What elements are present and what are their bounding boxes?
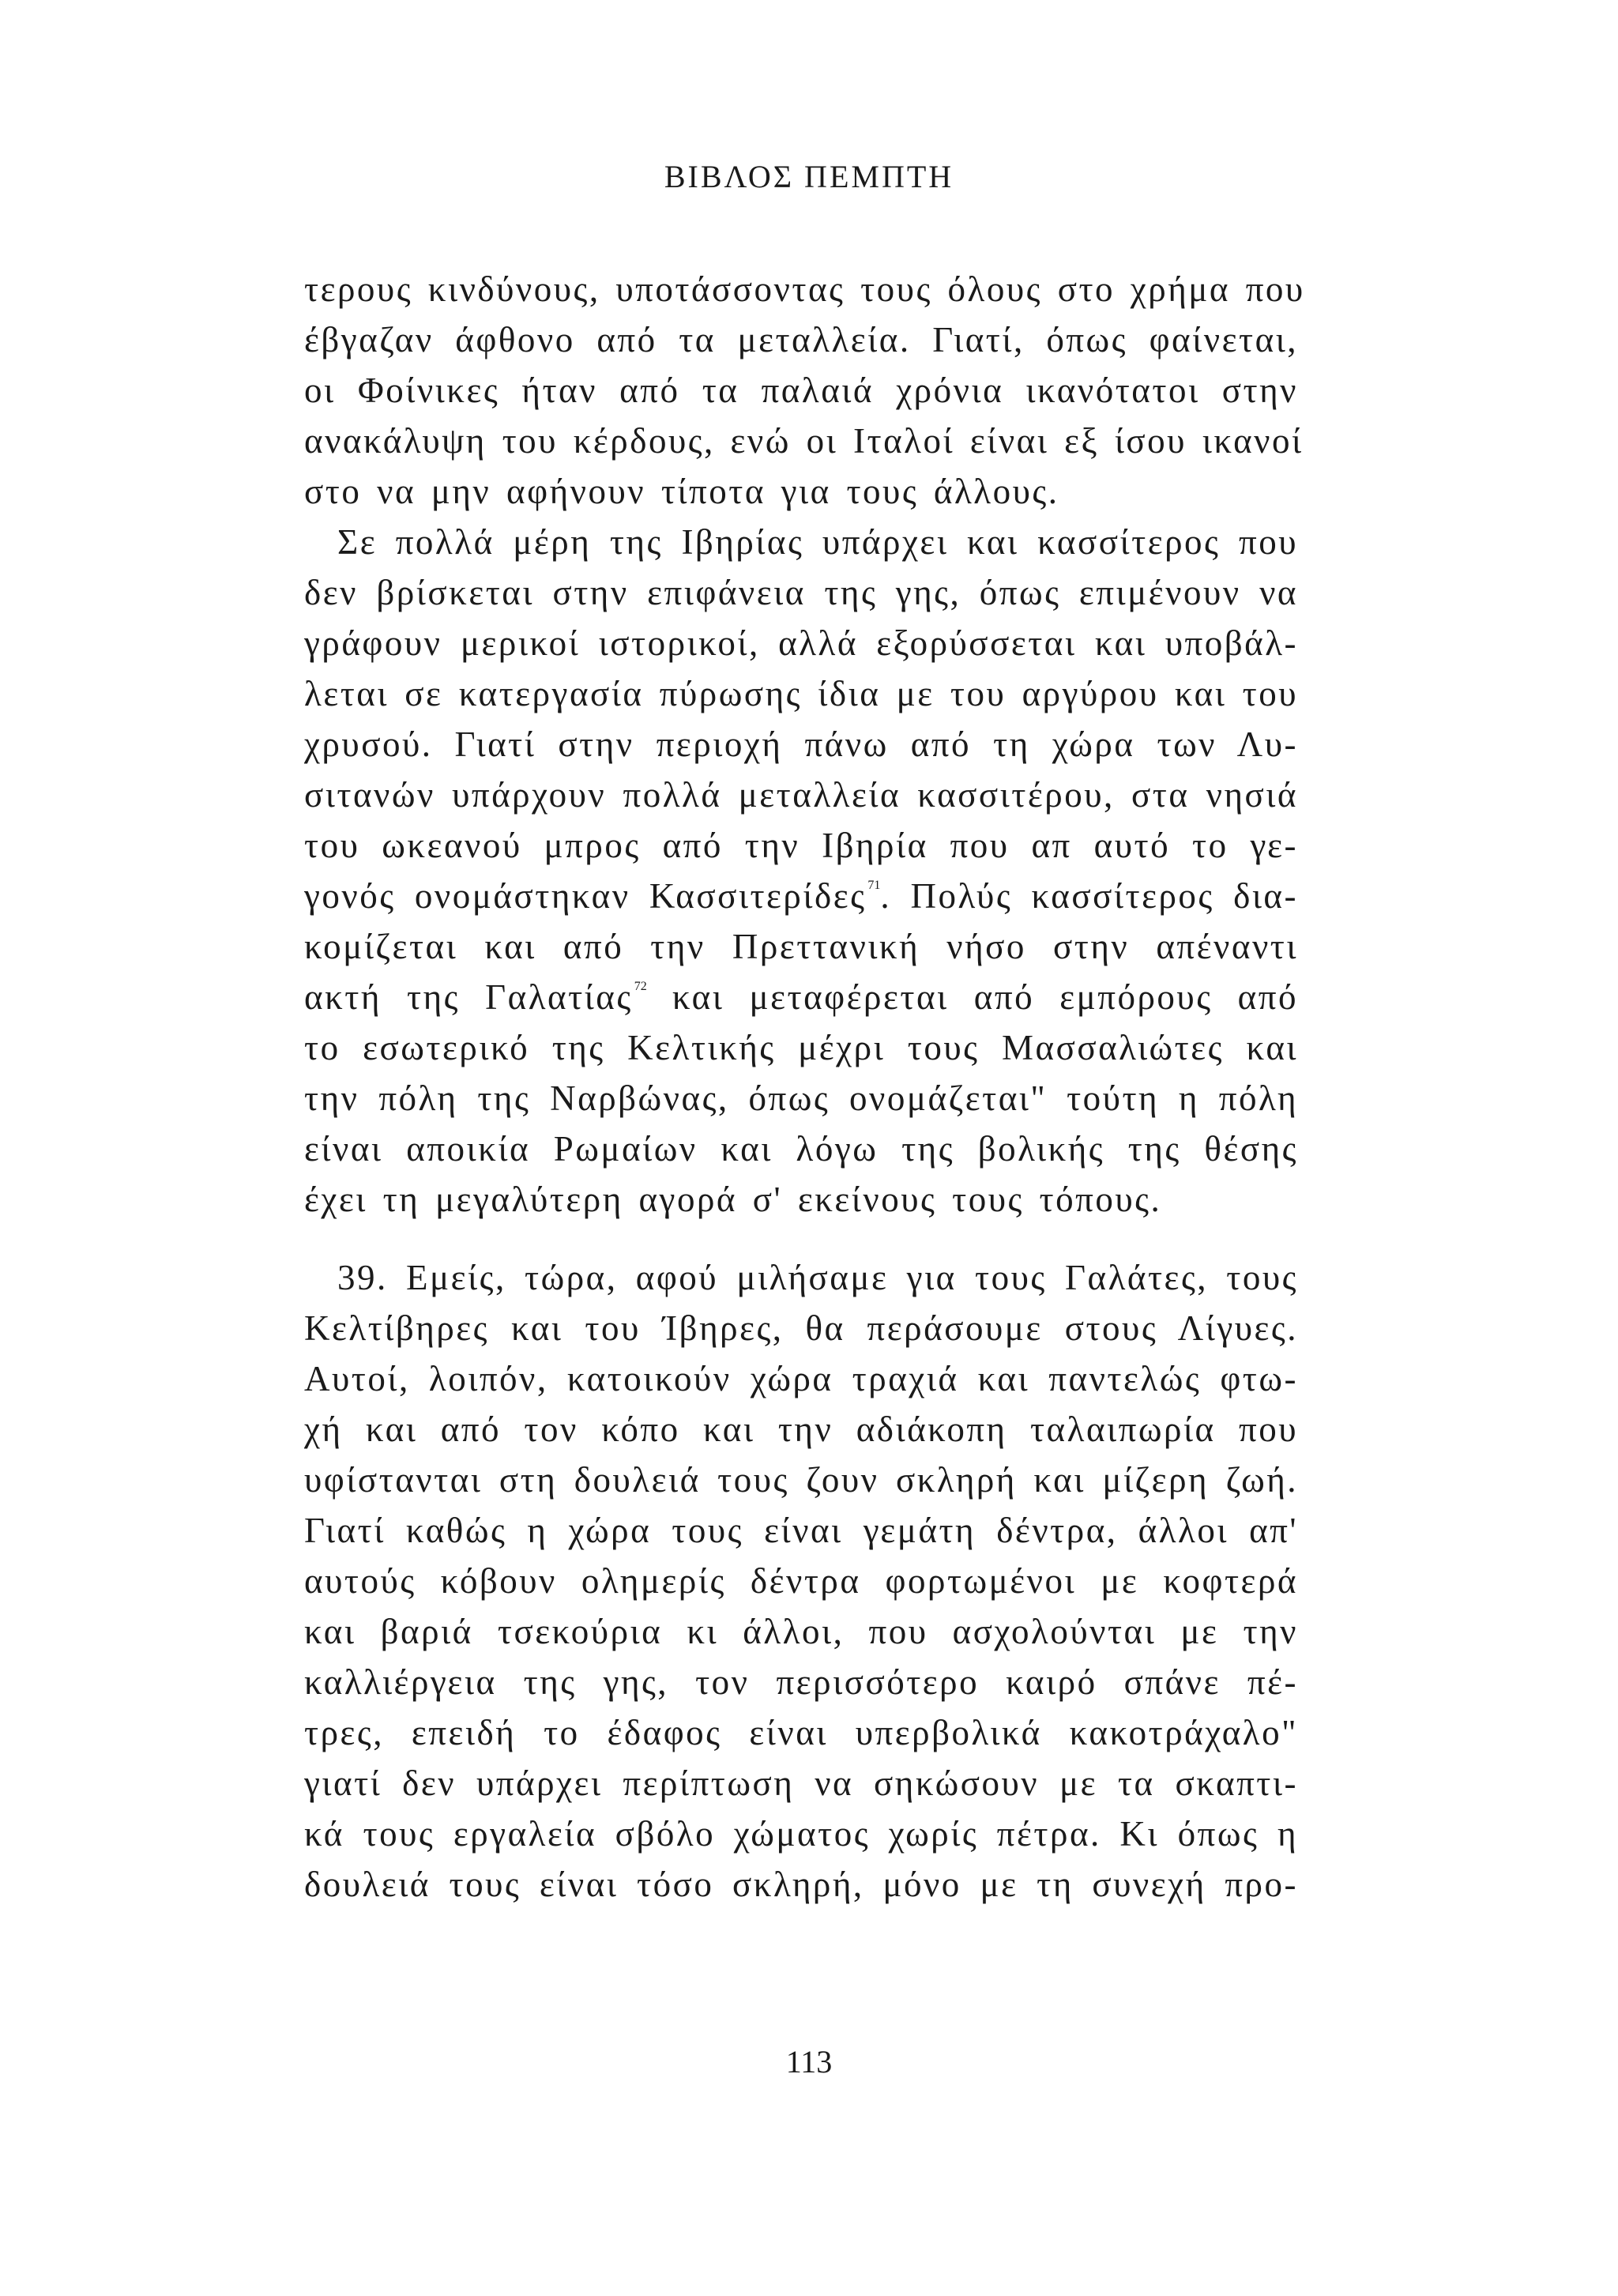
text-line: Αυτοί, λοιπόν, κατοικούν χώρα τραχιά και παντελώς φτω- — [304, 1359, 1298, 1398]
text-line: Γιατί καθώς η χώρα τους είναι γεμάτη δέντρα, άλλοι απ' — [304, 1511, 1298, 1550]
text-line: τερους κινδύνους, υποτάσσοντας τους όλους στο χρήμα που — [304, 269, 1305, 309]
text-line: κομίζεται και από την Πρεττανική νήσο στην απέναντι — [304, 927, 1298, 966]
text-line: γράφουν μερικοί ιστορικοί, αλλά εξορύσσεται και υποβάλ- — [304, 623, 1298, 663]
text-line-with-footnote — [304, 871, 1298, 921]
text-line: καλλιέργεια της γης, τον περισσότερο καιρό σπάνε πέ- — [304, 1662, 1298, 1702]
paragraph — [304, 517, 1298, 1225]
text-line: την πόλη της Ναρβώνας, όπως ονομάζεται" τούτη η πόλη — [304, 1078, 1298, 1118]
line-text: ακτή της Γαλατίας — [304, 977, 633, 1017]
text-block-lower — [304, 1252, 1298, 1910]
text-block-upper — [304, 264, 1305, 1225]
text-line-with-footnote — [304, 972, 1298, 1022]
text-line: στο να μην αφήνουν τίποτα για τους άλλους. — [304, 472, 1059, 511]
text-line: τρες, επειδή το έδαφος είναι υπερβολικά κακοτράχαλο" — [304, 1713, 1298, 1752]
footnote-marker: 71 — [867, 879, 881, 892]
line-text: . Πολύς κασσίτερος δια- — [880, 876, 1298, 916]
text-line: υφίστανται στη δουλειά τους ζουν σκληρή και μίζερη ζωή. — [304, 1460, 1298, 1500]
text-line: αυτούς κόβουν ολημερίς δέντρα φορτωμένοι με κοφτερά — [304, 1561, 1298, 1601]
text-line: χρυσού. Γιατί στην περιοχή πάνω από τη χώρα των Λυ- — [304, 725, 1298, 764]
running-head: ΒΙΒΛΟΣ ΠΕΜΠΤΗ — [664, 159, 954, 194]
text-line: σιτανών υπάρχουν πολλά μεταλλεία κασσιτέρου, στα νησιά — [304, 775, 1298, 815]
text-line: έβγαζαν άφθονο από τα μεταλλεία. Γιατί, όπως φαίνεται, — [304, 320, 1298, 359]
page-number: 113 — [785, 2044, 833, 2080]
text-line: του ωκεανού μπρος από την Ιβηρία που απ αυτό το γε- — [304, 826, 1298, 865]
paragraph — [304, 1252, 1298, 1910]
text-line: Σε πολλά μέρη της Ιβηρίας υπάρχει και κασσίτερος που — [337, 522, 1298, 562]
text-line: ανακάλυψη του κέρδους, ενώ οι Ιταλοί είναι εξ ίσου ικανοί — [304, 421, 1304, 461]
text-line: χή και από τον κόπο και την αδιάκοπη ταλαιπωρία που — [304, 1410, 1298, 1449]
text-line: έχει τη μεγαλύτερη αγορά σ' εκείνους τους τόπους. — [304, 1180, 1162, 1219]
text-line: 39. Εμείς, τώρα, αφού μιλήσαμε για τους Γαλάτες, τους — [337, 1258, 1298, 1297]
text-line: λεται σε κατεργασία πύρωσης ίδια με του αργύρου και του — [304, 674, 1298, 713]
text-line: Κελτίβηρες και του Ίβηρες, θα περάσουμε στους Λίγυες. — [304, 1308, 1298, 1348]
text-line: δουλειά τους είναι τόσο σκληρή, μόνο με τη συνεχή προ- — [304, 1865, 1298, 1904]
line-text: γονός ονομάστηκαν Κασσιτερίδες — [304, 876, 867, 916]
text-line: κά τους εργαλεία σβόλο χώματος χωρίς πέτρα. Κι όπως η — [304, 1814, 1298, 1854]
text-line: είναι αποικία Ρωμαίων και λόγω της βολικής της θέσης — [304, 1129, 1298, 1169]
paragraph — [304, 264, 1305, 517]
text-line: γιατί δεν υπάρχει περίπτωση να σηκώσουν με τα σκαπτι- — [304, 1763, 1298, 1803]
text-line: δεν βρίσκεται στην επιφάνεια της γης, όπως επιμένουν να — [304, 573, 1298, 612]
line-text: και μεταφέρεται από εμπόρους από — [646, 977, 1298, 1017]
text-line: και βαριά τσεκούρια κι άλλοι, που ασχολούνται με την — [304, 1612, 1298, 1651]
text-line: οι Φοίνικες ήταν από τα παλαιά χρόνια ικανότατοι στην — [304, 371, 1298, 410]
text-line: το εσωτερικό της Κελτικής μέχρι τους Μασσαλιώτες και — [304, 1028, 1298, 1067]
footnote-marker: 72 — [634, 980, 647, 993]
